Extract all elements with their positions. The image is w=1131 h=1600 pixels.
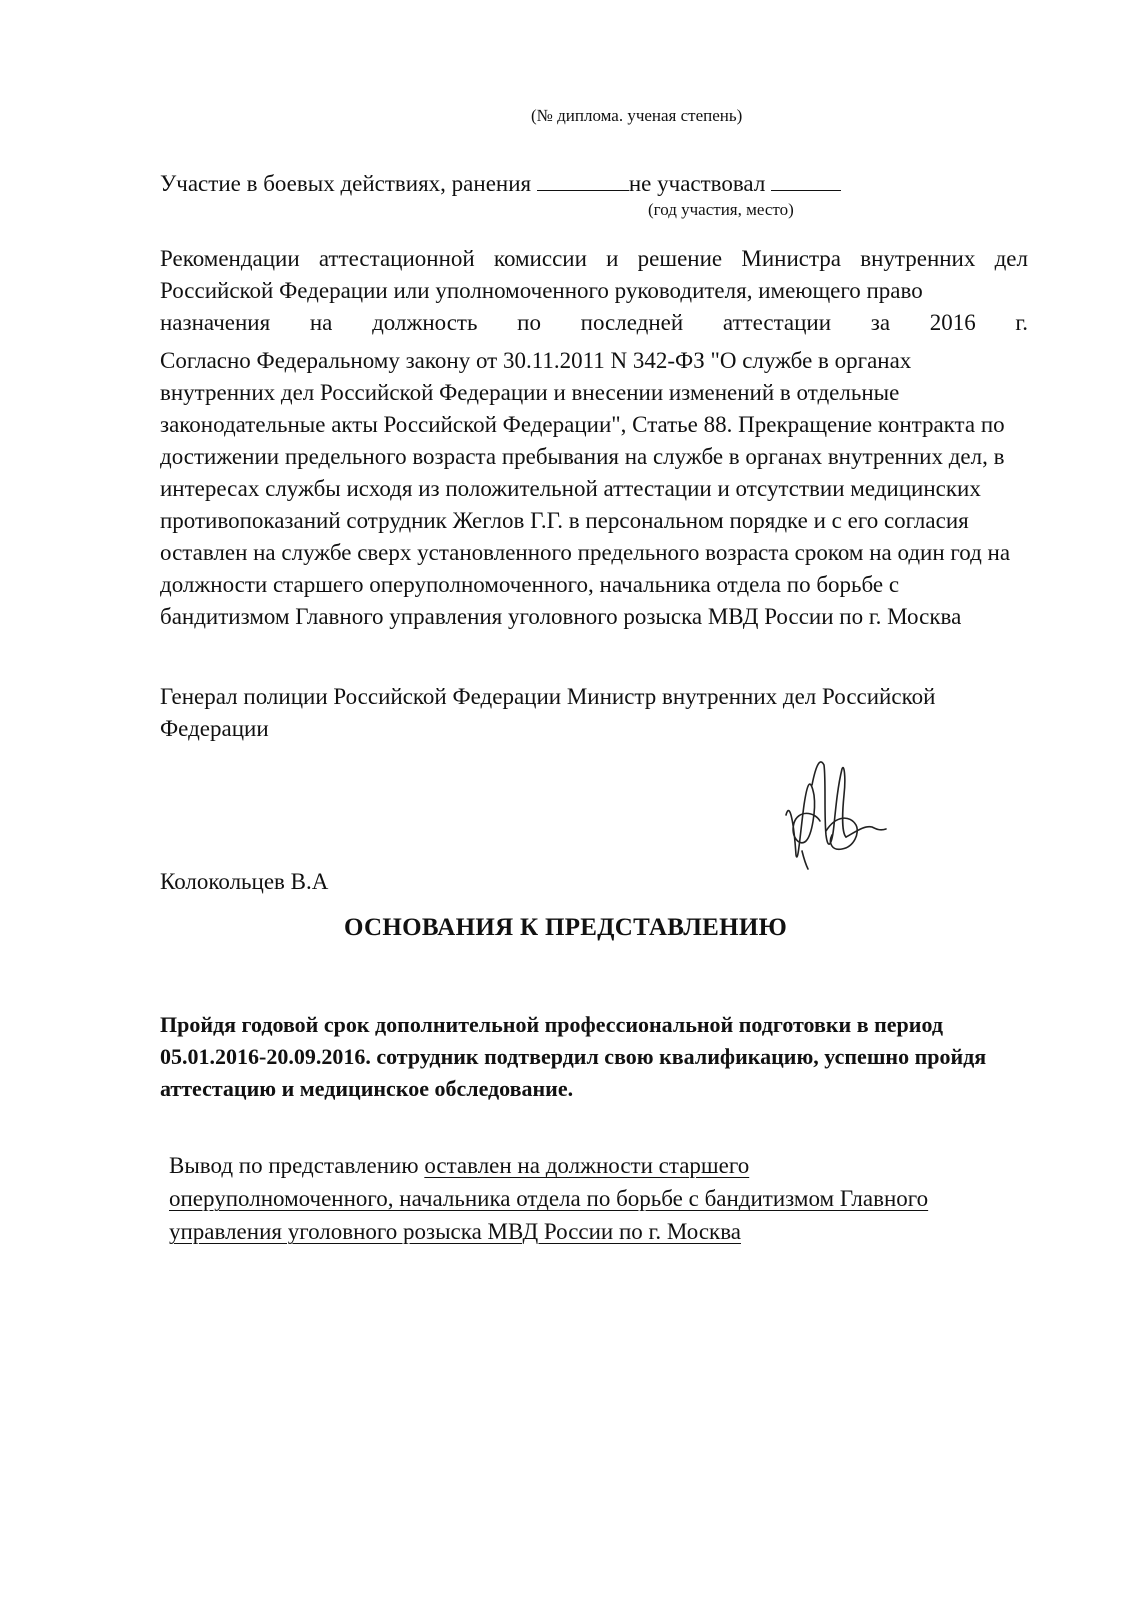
combat-blank-right [771, 172, 841, 191]
combat-line [160, 168, 841, 200]
law-paragraph: Согласно Федеральному закону от 30.11.2011 N 342-ФЗ "О службе в органах внутренних дел Российской Федерации и внесении изменений в отдельные законодательные акты Российской Федерации", Статье 88. Прекращение контракта по достижении предельного возраста пребывания на службе в органах внутренних дел, в интересах службы исходя из положительной аттестации и отсутствии медицинских противопоказаний сотрудник Жеглов Г.Г. в персональном порядке и с его согласия оставлен на службе сверх установленного предельного возраста сроком на один год на должности старшего оперуполномоченного, начальника отдела по борьбе с бандитизмом Главного управления уголовного розыска МВД России по г. Москва [160, 348, 1011, 629]
signatory-title: Генерал полиции Российской Федерации Министр внутренних дел Российской Федерации [160, 684, 936, 741]
recommendation-last-line: назначения на должность по последней аттестации за 2016 г. [160, 310, 1028, 335]
recommendation-paragraph [160, 243, 1028, 339]
combat-label: Участие в боевых действиях, ранения [160, 171, 532, 196]
recommendation-text: Рекомендации аттестационной комиссии и решение Министра внутренних дел Российской Федерации или уполномоченного руководителя, имеющего право [160, 246, 1028, 303]
combat-value: не участвовал [628, 171, 766, 196]
section-heading: ОСНОВАНИЯ К ПРЕДСТАВЛЕНИЮ [343, 914, 788, 941]
conclusion-paragraph [169, 1149, 959, 1248]
grounds-text: Пройдя годовой срок дополнительной профессиональной подготовки в период 05.01.2016-20.09.2016. сотрудник подтвердил свою квалификацию, успешно пройдя аттестацию и медицинское обследование. [160, 1012, 987, 1101]
conclusion-label: Вывод по представлению [169, 1153, 419, 1178]
combat-caption: (год участия, место) [648, 200, 794, 219]
signatory-name: Колокольцев В.А [160, 869, 329, 894]
diploma-caption: (№ диплома. ученая степень) [531, 106, 743, 125]
combat-blank-left [537, 172, 629, 191]
signature-image [780, 755, 888, 873]
conclusion-text: оставлен на должности старшего оперуполномоченного, начальника отдела по борьбе с бандитизмом Главного управления уголовного розыска МВД России по г. Москва [169, 1153, 929, 1244]
